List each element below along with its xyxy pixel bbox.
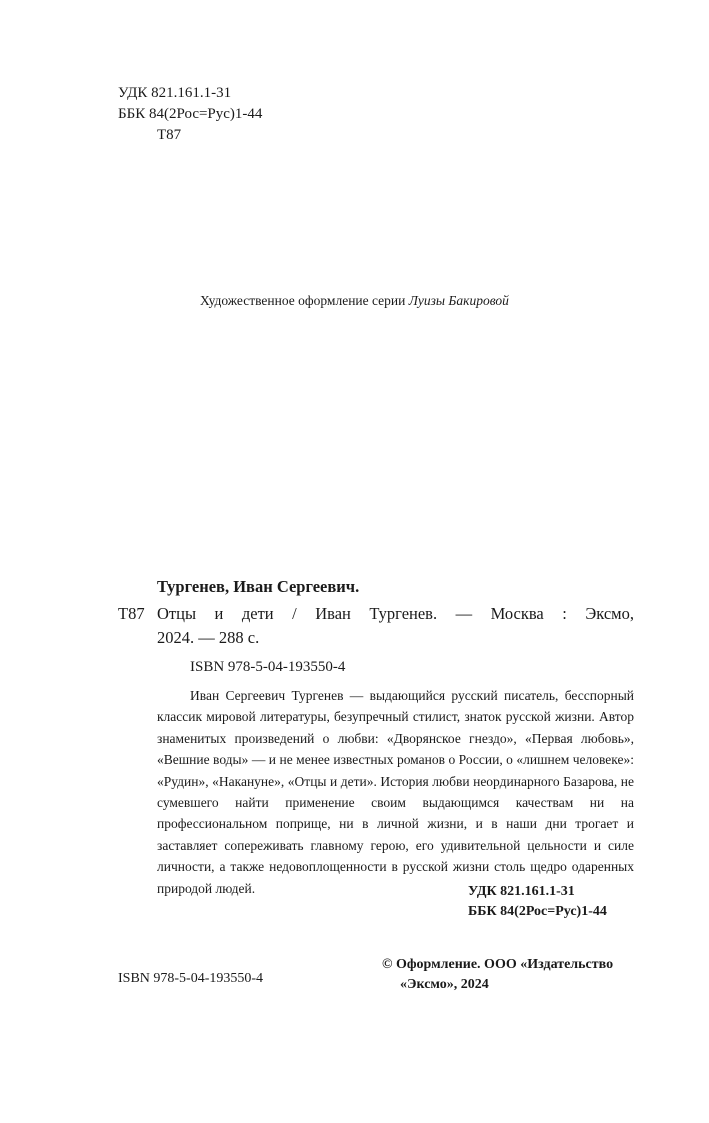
catalog-isbn: ISBN 978-5-04-193550-4 <box>190 659 346 675</box>
catalog-title-line: Отцы и дети / Иван Тургенев. — Москва : Эксмо, <box>157 604 634 623</box>
catalog-author-mark: Т87 <box>118 604 145 623</box>
copyright-line-2: «Эксмо», 2024 <box>400 977 489 992</box>
udk-code: УДК 821.161.1-31 <box>118 85 232 101</box>
catalog-annotation: Иван Сергеевич Тургенев — выдающийся русский писатель, бесспорный классик мировой литературы, безупречный стилист, знаток русской жизни. Автор знаменитых произведений о любви: «Дворянское гнездо», «Первая любовь», «Вешние воды» — и не менее известных романов о России, о «лишнем человеке»: «Рудин», «Накануне», «Отцы и дети». История любви неординарного Базарова, не сумевшего найти применение своим выдающимся качествам ни на профессиональном поприще, ни в личной жизни, и в наши дни трогает и заставляет сопереживать главному герою, его удивительной цельности и силе личности, а также недовоплощенности в русской жизни столь щедро одаренных природой людей. <box>157 688 634 896</box>
catalog-author: Тургенев, Иван Сергеевич. <box>157 577 360 596</box>
catalog-udk: УДК 821.161.1-31 <box>468 884 575 899</box>
design-credit <box>200 293 509 309</box>
catalog-bbk: ББК 84(2Рос=Рус)1-44 <box>468 904 607 919</box>
catalog-title-line-2: 2024. — 288 с. <box>157 628 260 647</box>
design-credit-artist: Луизы Бакировой <box>408 293 509 308</box>
design-credit-text: Художественное оформление серии <box>200 293 406 308</box>
bbk-code: ББК 84(2Рос=Рус)1-44 <box>118 106 263 122</box>
author-mark: Т87 <box>157 127 182 143</box>
copyright-line: © Оформление. ООО «Издательство <box>382 957 614 972</box>
footer-isbn: ISBN 978-5-04-193550-4 <box>118 971 264 986</box>
